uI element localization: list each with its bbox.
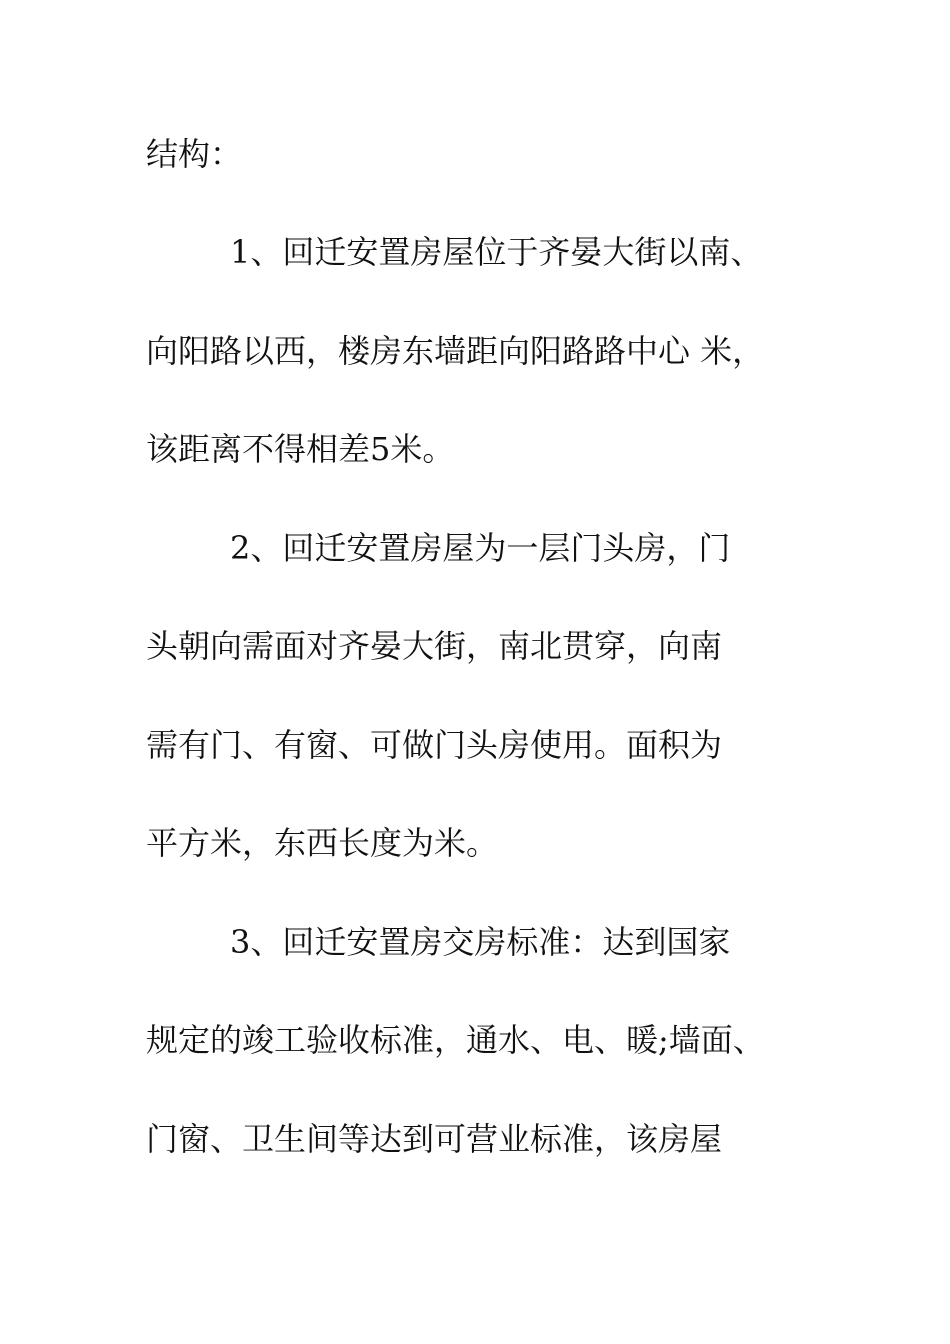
text-line: 向阳路以西，楼房东墙距向阳路路中心 米， — [146, 332, 765, 370]
text-line: 头朝向需面对齐晏大街，南北贯穿，向南 — [146, 627, 723, 665]
text-line: 平方米，东西长度为米。 — [146, 824, 499, 862]
text-line-item-3-start: 3、回迁安置房交房标准：达到国家 — [230, 923, 731, 961]
text-line-item-1-start: 1、回迁安置房屋位于齐晏大街以南、 — [230, 233, 763, 271]
text-line: 门窗、卫生间等达到可营业标准，该房屋 — [146, 1120, 723, 1158]
text-line: 需有门、有窗、可做门头房使用。面积为 — [146, 726, 723, 764]
text-line-heading: 结构： — [146, 135, 243, 173]
text-line-item-2-start: 2、回迁安置房屋为一层门头房，门 — [230, 529, 731, 567]
text-line: 该距离不得相差5米。 — [146, 430, 455, 468]
text-line: 规定的竣工验收标准，通水、电、暖;墙面、 — [146, 1021, 765, 1059]
